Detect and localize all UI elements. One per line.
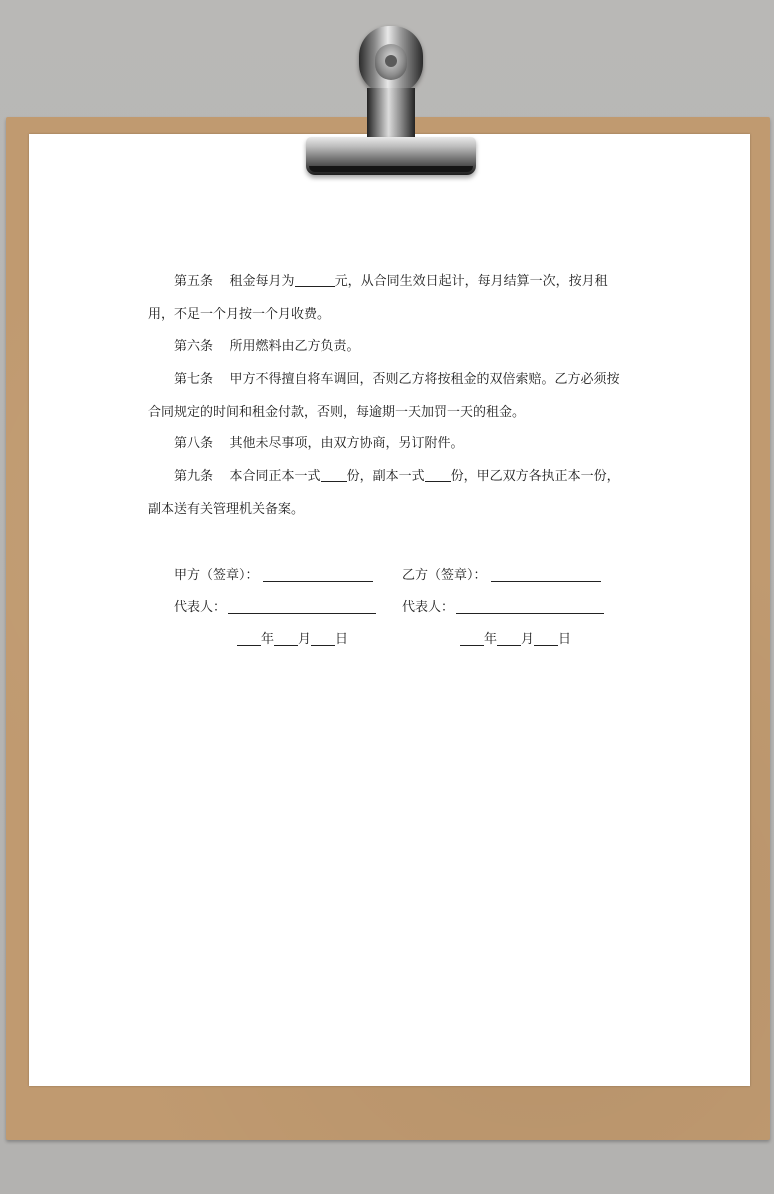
day-b-label: 日 [558, 632, 572, 647]
article-9-text-3: 份，甲乙双方各执正本一份，副本送有关管理机关备案。 [148, 469, 620, 517]
article-9-head: 第九条 [174, 469, 214, 484]
original-copies-blank [321, 467, 347, 482]
article-7-head: 第七条 [174, 372, 214, 387]
article-6-head: 第六条 [174, 339, 214, 354]
article-9-text-1: 本合同正本一式 [229, 469, 321, 484]
article-5 [148, 265, 630, 331]
article-9-text-2: 份，副本一式 [346, 469, 425, 484]
article-8-text: 其他未尽事项，由双方协商，另订附件。 [229, 436, 464, 451]
date-b [460, 628, 571, 647]
article-8 [148, 427, 630, 460]
year-a-blank [237, 631, 261, 646]
rep-a-line [228, 599, 376, 614]
rep-a-label: 代表人： [174, 600, 227, 615]
year-b-blank [460, 631, 484, 646]
article-8-head: 第八条 [174, 436, 214, 451]
article-7-text: 甲方不得擅自将车调回，否则乙方将按租金的双倍索赔。乙方必须按合同规定的时间和租金付款，否则，每逾期一天加罚一天的租金。 [148, 372, 620, 420]
party-a-label: 甲方（签章）： [174, 568, 259, 583]
party-a-signature-line [263, 567, 373, 582]
day-b-blank [534, 631, 558, 646]
article-5-head: 第五条 [174, 274, 214, 289]
month-b-label: 月 [521, 632, 535, 647]
article-5-text-1: 租金每月为 [229, 274, 295, 289]
party-b-representative [402, 596, 604, 615]
date-a [237, 628, 348, 647]
party-b-signature [402, 564, 601, 583]
party-a-representative [174, 596, 376, 615]
duplicate-copies-blank [425, 467, 451, 482]
rep-b-label: 代表人： [402, 600, 455, 615]
article-5-text-2: 元，从合同生效日起计，每月结算一次，按月租用，不足一个月按一个月收费。 [148, 274, 608, 322]
day-a-label: 日 [335, 632, 349, 647]
article-7 [148, 363, 630, 429]
party-b-label: 乙方（签章）： [402, 568, 487, 583]
rent-amount-blank [295, 272, 335, 287]
month-b-blank [497, 631, 521, 646]
year-b-label: 年 [484, 632, 498, 647]
binder-clip-edge [309, 166, 473, 172]
binder-clip-rivet [385, 55, 397, 67]
month-a-label: 月 [298, 632, 312, 647]
party-b-signature-line [491, 567, 601, 582]
binder-clip-neck [367, 88, 415, 140]
article-6-text: 所用燃料由乙方负责。 [229, 339, 360, 354]
month-a-blank [274, 631, 298, 646]
year-a-label: 年 [261, 632, 275, 647]
party-a-signature [174, 564, 373, 583]
article-6 [148, 330, 630, 363]
article-9 [148, 460, 630, 526]
rep-b-line [456, 599, 604, 614]
day-a-blank [311, 631, 335, 646]
